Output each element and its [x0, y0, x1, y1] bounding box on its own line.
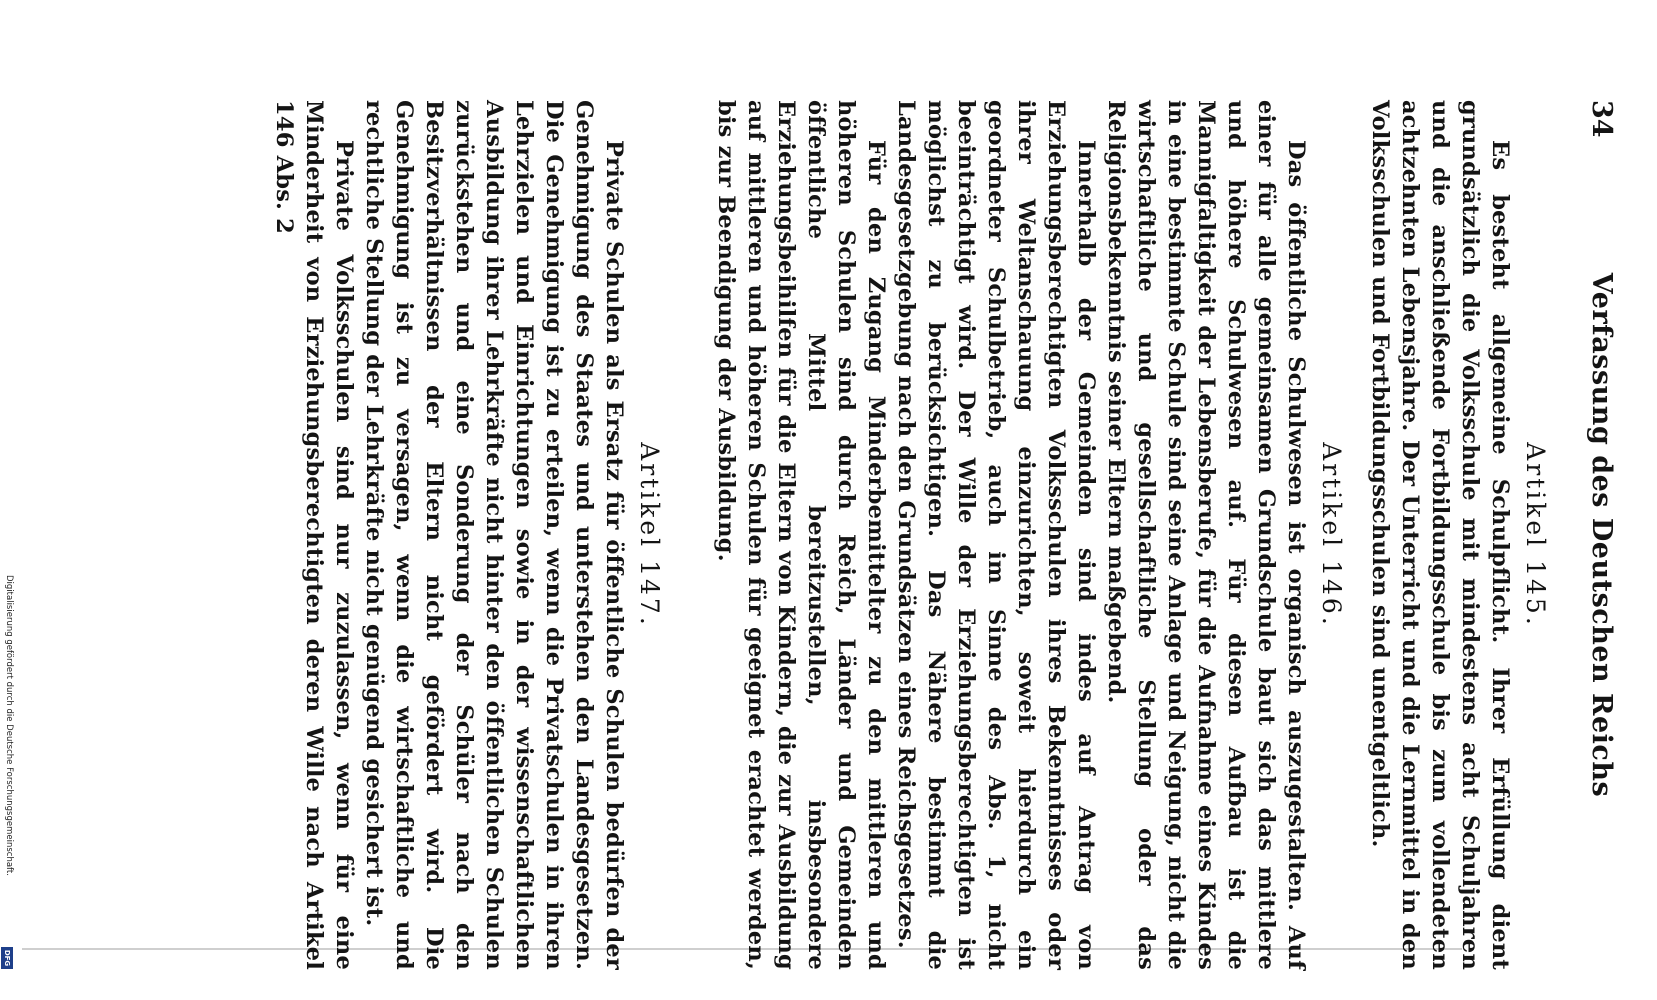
paragraph: Private Volksschulen sind nur zuzulassen, wenn für eine Minderheit von Erziehungsberechtigten deren Wille nach Artikel 146 Abs. 2 — [271, 100, 357, 970]
article-heading: Artikel 145. — [1521, 442, 1550, 628]
article-heading: Artikel 146. — [1317, 442, 1346, 628]
digitization-credit — [3, 575, 15, 945]
page-header — [1579, 100, 1617, 970]
running-head: Verfassung des Deutschen Reichs — [1586, 272, 1617, 798]
dfg-logo-icon: DFG — [1, 947, 13, 969]
paragraph: Innerhalb der Gemeinden sind indes auf Antrag von Erziehungsberechtigten Volksschulen ihres Bekenntnisses oder ihrer Weltanschauung einzurichten, soweit hierdurch ein geordneter Schulbetrieb, auch im Sinne des Abs. 1, nicht beeinträchtigt wird. Der Wille der Erziehungsberechtigten ist möglichst zu berücksichtigen. Das Nähere bestimmt die Landesgesetzgebung nach den Grundsätzen eines Reichsgesetzes. — [893, 100, 1099, 970]
paragraph: Private Schulen als Ersatz für öffentliche Schulen bedürfen der Genehmigung des Staates und unterstehen den Landesgesetzen. Die Genehmigung ist zu erteilen, wenn die Privatschulen in ihren Lehrzielen und Einrichtungen sowie in der wissenschaftlichen Ausbildung ihrer Lehrkräfte nicht hinter den öffentlichen Schulen zurückstehen und eine Sonderung der Schüler nach den Besitzverhältnissen der Eltern nicht gefördert wird. Die Genehmigung ist zu versagen, wenn die wirtschaftliche und rechtliche Stellung der Lehrkräfte nicht genügend gesichert ist. — [361, 100, 627, 970]
rotated-page-content — [107, 100, 1617, 970]
paragraph: Es besteht allgemeine Schulpflicht. Ihrer Erfüllung dient grundsätzlich die Volksschule mit mindestens acht Schuljahren und die anschließende Fortbildungsschule bis zum vollendeten achtzehnten Lebensjahre. Der Unterricht und die Lernmittel in den Volksschulen und Fortbildungsschulen sind unentgeltlich. — [1367, 100, 1513, 970]
article-147 — [269, 100, 667, 970]
paragraph: Für den Zugang Minderbemittelter zu den mittleren und höheren Schulen sind durch Reich, Länder und Gemeinden öffentliche Mittel bereitzustellen, insbesondere Erziehungsbeihilfen für die Eltern von Kindern, die zur Ausbildung auf mittleren und höheren Schulen für geeignet erachtet werden, bis zur Beendigung der Ausbildung. — [713, 100, 889, 970]
page-body — [107, 100, 1617, 970]
article-heading: Artikel 147. — [635, 442, 664, 628]
paragraph: Das öffentliche Schulwesen ist organisch auszugestalten. Auf einer für alle gemeinsamen Grundschule baut sich das mittlere und höhere Schulwesen auf. Für diesen Aufbau ist die Mannigfaltigkeit der Lebensberufe, für die Aufnahme eines Kindes in eine bestimmte Schule sind seine Anlage und Neigung, nicht die wirtschaftliche und gesellschaftliche Stellung oder das Religionsbekenntnis seiner Eltern maßgebend. — [1103, 100, 1309, 970]
page-number: 34 — [1586, 100, 1617, 138]
article-145 — [1365, 100, 1553, 970]
article-146 — [711, 100, 1349, 970]
credit-text: Digitalisierung gefördert durch die Deutsche Forschungsgemeinschaft. — [4, 575, 14, 876]
